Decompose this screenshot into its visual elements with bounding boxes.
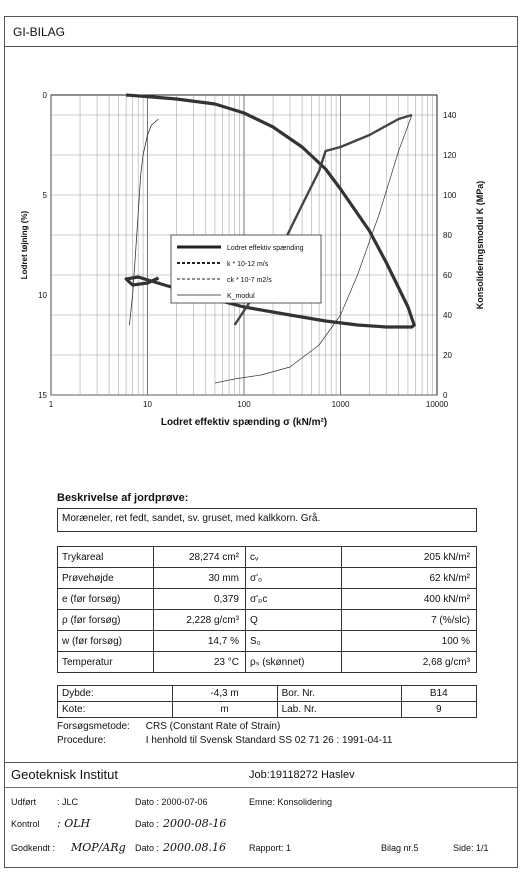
dato-godkendt-label: Dato :	[135, 843, 160, 853]
y-right-tick-label: 120	[443, 151, 457, 160]
parameter-row	[58, 568, 477, 589]
y-right-tick-label: 40	[443, 311, 452, 320]
parameter-cell: 30 mm	[154, 568, 246, 589]
sheet-header	[5, 17, 517, 47]
report-sheet	[4, 16, 518, 868]
godkendt-signature: MOP/ARg	[71, 841, 126, 854]
y-right-tick-label: 60	[443, 271, 452, 280]
kontrol-label: Kontrol	[11, 819, 40, 829]
legend-label: k * 10-12 m/s	[227, 261, 269, 268]
procedure-label: Procedure:	[57, 735, 106, 746]
parameter-cell: Prøvehøjde	[58, 568, 154, 589]
parameter-cell: cᵥ	[246, 547, 342, 568]
y-left-tick-label: 15	[38, 391, 47, 400]
parameter-cell: σ'ₚc	[246, 589, 342, 610]
header-title: GI-BILAG	[13, 25, 66, 39]
parameter-cell: 2,68 g/cm³	[342, 652, 477, 673]
location-row	[58, 686, 477, 702]
dato-godkendt-value: 2000.08.16	[163, 841, 226, 854]
parameter-cell: 23 °C	[154, 652, 246, 673]
x-tick-label: 1	[48, 400, 54, 409]
parameter-cell: 0,379	[154, 589, 246, 610]
y-left-tick-label: 10	[38, 291, 47, 300]
method-label: Forsøgsmetode:	[57, 721, 130, 732]
y-right-tick-label: 0	[443, 391, 448, 400]
parameter-cell: Q	[246, 610, 342, 631]
location-cell: Dybde:	[58, 686, 173, 702]
procedure-line	[57, 735, 477, 746]
udfort-label: Udført	[11, 797, 37, 807]
parameter-cell: 14,7 %	[154, 631, 246, 652]
soil-description-section	[57, 492, 477, 746]
parameter-cell: 100 %	[342, 631, 477, 652]
y-right-axis-title: Konsolideringsmodul K (MPa)	[475, 180, 485, 310]
location-cell: B14	[401, 686, 476, 702]
parameter-row	[58, 547, 477, 568]
rapport: Rapport: 1	[249, 843, 292, 853]
chart-svg	[5, 77, 519, 487]
parameter-row	[58, 589, 477, 610]
x-tick-label: 1000	[331, 400, 350, 409]
dato-kontrol-value: 2000-08-16	[163, 817, 227, 830]
y-right-tick-label: 80	[443, 231, 452, 240]
description-text: Moræneler, ret fedt, sandet, sv. gruset, med kalkkorn. Grå.	[57, 508, 477, 532]
parameter-row	[58, 652, 477, 673]
y-left-axis-title: Lodret tøjning (%)	[20, 210, 29, 280]
parameter-row	[58, 610, 477, 631]
emne: Emne: Konsolidering	[249, 797, 333, 807]
parameter-cell: 205 kN/m²	[342, 547, 477, 568]
y-left-tick-label: 5	[42, 191, 47, 200]
legend-label: K_modul	[227, 293, 255, 300]
parameter-cell: w (før forsøg)	[58, 631, 154, 652]
location-cell: Lab. Nr.	[277, 702, 401, 718]
series-line	[129, 119, 158, 325]
parameter-cell: S₀	[246, 631, 342, 652]
kontrol-signature: : OLH	[57, 817, 91, 830]
location-row	[58, 702, 477, 718]
y-right-tick-label: 20	[443, 351, 452, 360]
location-cell: 9	[401, 702, 476, 718]
org-name: Geoteknisk Institut	[11, 767, 118, 782]
legend-label: Lodret effektiv spænding	[227, 245, 304, 252]
location-cell: Bor. Nr.	[277, 686, 401, 702]
x-tick-label: 10	[143, 400, 152, 409]
parameter-cell: 7 (%/slc)	[342, 610, 477, 631]
parameter-table	[57, 546, 477, 673]
parameter-cell: e (før forsøg)	[58, 589, 154, 610]
job-number: Job:19118272 Haslev	[249, 769, 355, 781]
footer	[5, 762, 517, 854]
parameter-cell: ρ (før forsøg)	[58, 610, 154, 631]
parameter-cell: Trykareal	[58, 547, 154, 568]
location-cell: m	[172, 702, 277, 718]
parameter-cell: 2,228 g/cm³	[154, 610, 246, 631]
consolidation-chart	[5, 77, 519, 487]
x-tick-label: 10000	[425, 400, 449, 409]
parameter-cell: 28,274 cm²	[154, 547, 246, 568]
method-line	[57, 721, 477, 732]
parameter-cell: σ'ₒ	[246, 568, 342, 589]
procedure-value: I henhold til Svensk Standard SS 02 71 26 : 1991-04-11	[145, 735, 393, 746]
bilag: Bilag nr.5	[381, 843, 419, 853]
dato-udfort: Dato : 2000-07-06	[135, 797, 208, 807]
parameter-cell: Temperatur	[58, 652, 154, 673]
method-value: CRS (Constant Rate of Strain)	[145, 721, 281, 732]
x-tick-label: 100	[237, 400, 251, 409]
parameter-cell: ρₛ (skønnet)	[246, 652, 342, 673]
description-title: Beskrivelse af jordprøve:	[57, 492, 189, 504]
parameter-cell: 400 kN/m²	[342, 589, 477, 610]
udfort-value: : JLC	[57, 797, 79, 807]
parameter-cell: 62 kN/m²	[342, 568, 477, 589]
parameter-row	[58, 631, 477, 652]
y-right-tick-label: 140	[443, 111, 457, 120]
location-table	[57, 685, 477, 718]
legend-label: ck * 10-7 m2/s	[227, 277, 272, 284]
location-cell: -4,3 m	[172, 686, 277, 702]
dato-kontrol-label: Dato :	[135, 819, 160, 829]
y-right-tick-label: 100	[443, 191, 457, 200]
location-cell: Kote:	[58, 702, 173, 718]
y-left-tick-label: 0	[42, 91, 47, 100]
godkendt-label: Godkendt :	[11, 843, 56, 853]
side: Side: 1/1	[453, 843, 489, 853]
x-axis-title: Lodret effektiv spænding σ (kN/m²)	[160, 417, 328, 428]
